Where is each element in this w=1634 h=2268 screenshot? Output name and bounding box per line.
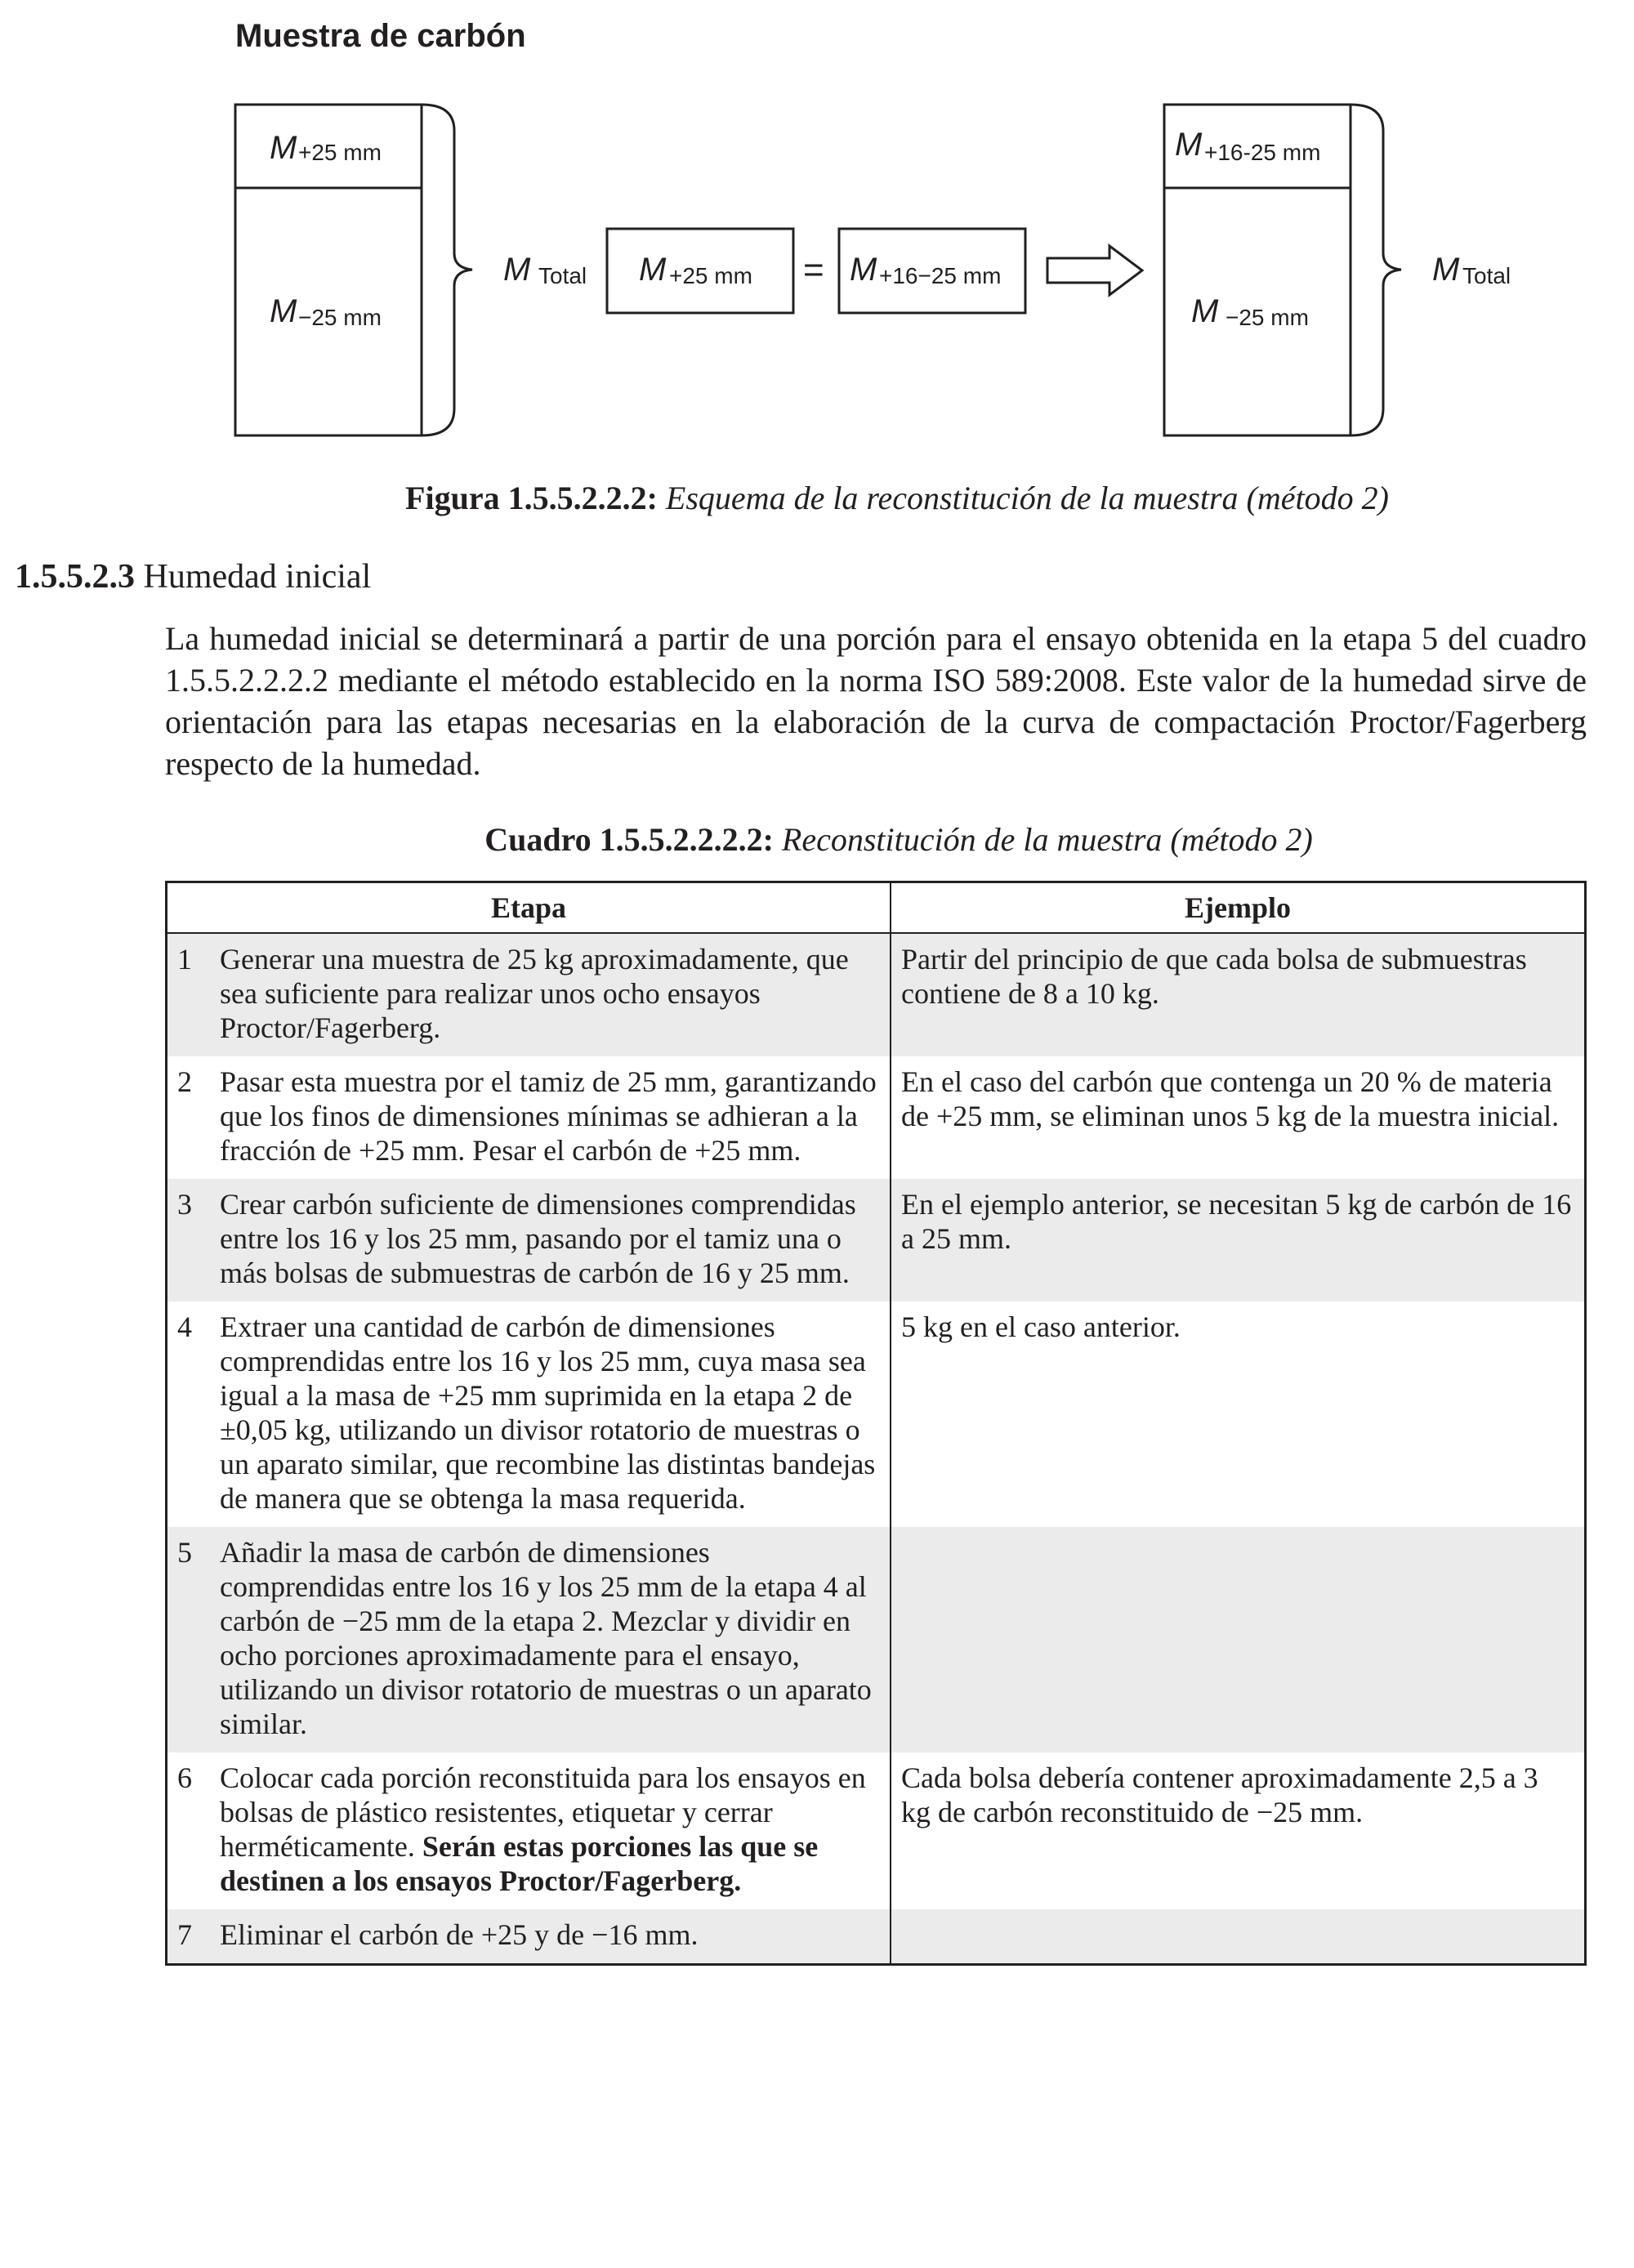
figure-caption xyxy=(80,479,1634,517)
table-row xyxy=(167,1752,1586,1909)
table-row xyxy=(167,1056,1586,1179)
table-caption-text: Reconstitución de la muestra (método 2) xyxy=(781,821,1313,858)
table-row xyxy=(167,1527,1586,1752)
equation-left-sub: +25 mm xyxy=(669,263,752,288)
table-row xyxy=(167,1179,1586,1301)
right-total-m: M xyxy=(1432,252,1460,288)
section-heading xyxy=(15,557,371,596)
example-text xyxy=(891,1909,1586,1965)
left-top-sub: +25 mm xyxy=(298,140,382,165)
step-number: 1 xyxy=(177,943,192,976)
header-example: Ejemplo xyxy=(891,882,1586,934)
left-sample-block xyxy=(235,105,587,435)
step-text: Crear carbón suficiente de dimensiones comprendidas entre los 16 y los 25 mm, pasando por el tamiz una o más bolsas de submuestras de carbón de 16 y 25 mm. xyxy=(220,1188,856,1289)
step-text: Pasar esta muestra por el tamiz de 25 mm, garantizando que los finos de dimensiones mínimas se adhieran a la fracción de +25 mm. Pesar el carbón de +25 mm. xyxy=(220,1065,877,1167)
table-caption xyxy=(82,820,1634,859)
left-bottom-sub: −25 mm xyxy=(298,305,382,330)
step-text-bold: Serán estas porciones las que se destinen a los ensayos Proctor/Fagerberg. xyxy=(220,1830,819,1897)
right-top-sub: +16-25 mm xyxy=(1204,140,1321,165)
step-number: 5 xyxy=(177,1536,192,1569)
figure-title: Muestra de carbón xyxy=(235,18,526,54)
step-number: 6 xyxy=(177,1761,192,1794)
step-number: 7 xyxy=(177,1918,192,1951)
step-text: Eliminar el carbón de +25 y de −16 mm. xyxy=(220,1918,699,1951)
table-row xyxy=(167,1909,1586,1965)
step-number: 4 xyxy=(177,1310,192,1343)
right-sample-block xyxy=(1164,105,1511,435)
example-text: Partir del principio de que cada bolsa de submuestras contiene de 8 a 10 kg. xyxy=(891,933,1586,1056)
right-total-sub: Total xyxy=(1462,263,1511,288)
step-text: Generar una muestra de 25 kg aproximadamente, que sea suficiente para realizar unos ocho ensayos Proctor/Fagerberg. xyxy=(220,943,849,1044)
left-total-sub: Total xyxy=(538,263,587,288)
right-arrow-icon xyxy=(1047,246,1142,295)
table-row xyxy=(167,933,1586,1056)
section-number: 1.5.5.2.3 xyxy=(15,558,135,596)
example-text: Cada bolsa debería contener aproximadamente 2,5 a 3 kg de carbón reconstituido de −25 mm. xyxy=(901,1761,1538,1828)
reconstitution-diagram xyxy=(0,0,1634,458)
step-number: 2 xyxy=(177,1065,192,1098)
equals-sign: = xyxy=(803,250,824,290)
equation-left-m: M xyxy=(639,252,667,288)
step-text: Colocar cada porción reconstituida para los ensayos en bolsas de plástico resistentes, etiquetar y cerrar herméticamente. xyxy=(220,1761,866,1863)
section-title: Humedad inicial xyxy=(143,558,372,596)
right-top-m: M xyxy=(1175,127,1203,163)
left-bottom-m: M xyxy=(270,293,297,329)
left-top-m: M xyxy=(270,130,297,166)
table-caption-label: Cuadro 1.5.5.2.2.2.2: xyxy=(484,821,774,858)
equation-right-sub: +16−25 mm xyxy=(879,263,1002,288)
header-step: Etapa xyxy=(167,882,891,934)
example-text: En el ejemplo anterior, se necesitan 5 kg de carbón de 16 a 25 mm. xyxy=(891,1179,1586,1301)
section-paragraph: La humedad inicial se determinará a partir de una porción para el ensayo obtenida en la etapa 5 del cuadro 1.5.5.2.2.2.2 mediante el método establecido en la norma ISO 589:2008. Este valor de la humedad sirve de orientación para las etapas necesarias en la elaboración de la curva de compactación Proctor/Fagerberg respecto de la humedad. xyxy=(165,620,1587,782)
step-text: Extraer una cantidad de carbón de dimensiones comprendidas entre los 16 y los 25 mm, cuya masa sea igual a la masa de +25 mm suprimida en la etapa 2 de ±0,05 kg, utilizando un divisor rotatorio de muestras o un aparato similar, que recombine las distintas bandejas de manera que se obtenga la masa requerida. xyxy=(220,1310,876,1515)
figure-caption-text: Esquema de la reconstitución de la muestra (método 2) xyxy=(665,480,1389,516)
example-text: 5 kg en el caso anterior. xyxy=(901,1310,1181,1343)
reconstitution-table xyxy=(165,881,1587,1966)
right-bottom-sub: −25 mm xyxy=(1226,305,1309,330)
equation xyxy=(607,229,1025,313)
step-text: Añadir la masa de carbón de dimensiones comprendidas entre los 16 y los 25 mm de la etapa 4 al carbón de −25 mm de la etapa 2. Mezclar y dividir en ocho porciones aproximadamente para el ensayo, utilizando un divisor rotatorio de muestras o un aparato similar. xyxy=(220,1536,872,1740)
right-bottom-m: M xyxy=(1191,293,1219,329)
equation-right-m: M xyxy=(850,252,877,288)
left-total-m: M xyxy=(503,252,531,288)
table-row xyxy=(167,1301,1586,1527)
table-header-row xyxy=(167,882,1586,934)
example-text xyxy=(891,1527,1586,1752)
step-number: 3 xyxy=(177,1188,192,1221)
figure-caption-label: Figura 1.5.5.2.2.2: xyxy=(405,480,658,516)
example-text: En el caso del carbón que contenga un 20 % de materia de +25 mm, se eliminan unos 5 kg de la muestra inicial. xyxy=(901,1065,1560,1132)
